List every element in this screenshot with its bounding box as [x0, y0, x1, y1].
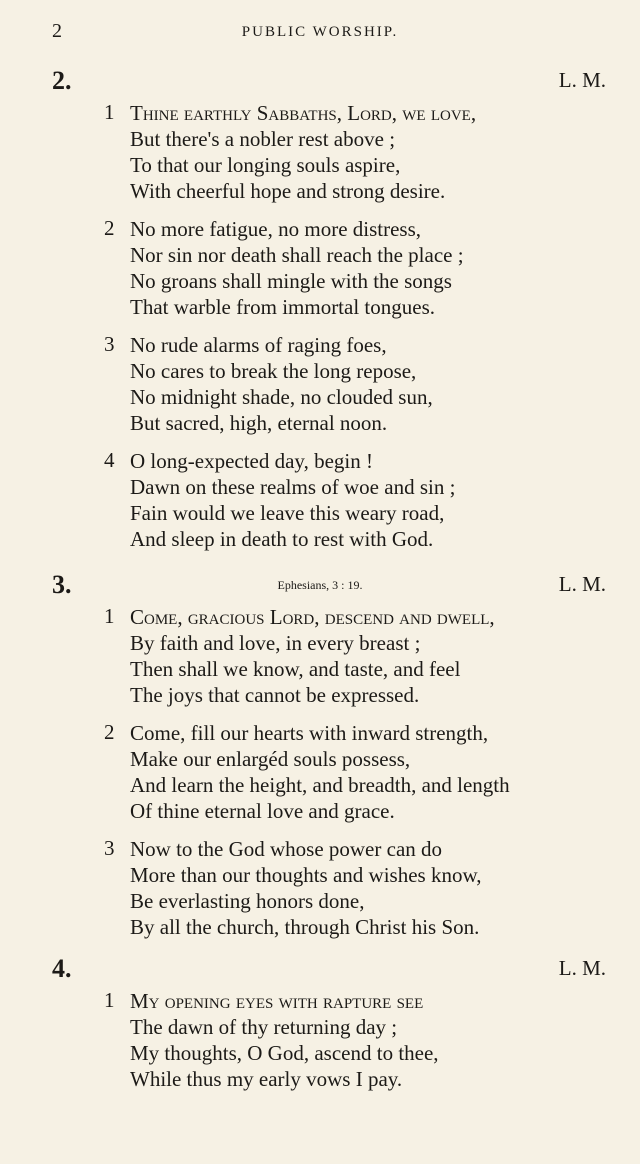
stanza-number: 1	[104, 604, 115, 628]
hymn-number: 2.	[52, 66, 72, 95]
stanza	[0, 448, 640, 552]
verse-line: But there's a nobler rest above ;	[130, 127, 396, 151]
hymn-2	[0, 66, 640, 564]
verse-line: Then shall we know, and taste, and feel	[130, 657, 461, 681]
verse-line: Make our enlargéd souls possess,	[130, 747, 411, 771]
stanza	[0, 332, 640, 436]
stanza	[0, 720, 640, 824]
hymn-number: 3.	[52, 570, 72, 599]
verse-line: Nor sin nor death shall reach the place ;	[130, 243, 464, 267]
verse-line: Come, fill our hearts with inward strength,	[130, 721, 489, 745]
verse-line: The joys that cannot be expressed.	[130, 683, 420, 707]
stanza-number: 2	[104, 720, 115, 744]
verse-line: No more fatigue, no more distress,	[130, 217, 422, 241]
verse-line: My opening eyes with rapture see	[130, 989, 424, 1013]
verse-line: By all the church, through Christ his Son.	[130, 915, 480, 939]
hymn-number: 4.	[52, 954, 72, 983]
verse-line: O long-expected day, begin !	[130, 449, 373, 473]
hymn-heading	[0, 954, 640, 988]
stanza-number: 3	[104, 836, 115, 860]
verse-line: Fain would we leave this weary road,	[130, 501, 445, 525]
verse-line: My thoughts, O God, ascend to thee,	[130, 1041, 439, 1065]
verse-line: No rude alarms of raging foes,	[130, 333, 387, 357]
verse-line: More than our thoughts and wishes know,	[130, 863, 482, 887]
verse-line: By faith and love, in every breast ;	[130, 631, 421, 655]
verse-line: Thine earthly Sabbaths, Lord, we love,	[130, 101, 477, 125]
hymn-meter: L. M.	[558, 68, 606, 92]
stanza-number: 1	[104, 100, 115, 124]
hymn-3	[0, 570, 640, 952]
hymn-meter: L. M.	[558, 572, 606, 596]
stanza-number: 2	[104, 216, 115, 240]
verse-line: But sacred, high, eternal noon.	[130, 411, 388, 435]
verse-line: While thus my early vows I pay.	[130, 1067, 403, 1091]
hymn-heading	[0, 66, 640, 100]
verse-line: Come, gracious Lord, descend and dwell,	[130, 605, 495, 629]
verse-line: With cheerful hope and strong desire.	[130, 179, 446, 203]
verse-line: Now to the God whose power can do	[130, 837, 443, 861]
verse-line: No midnight shade, no clouded sun,	[130, 385, 433, 409]
verse-line: To that our longing souls aspire,	[130, 153, 401, 177]
stanza	[0, 216, 640, 320]
running-head	[0, 20, 640, 46]
verse-line: And sleep in death to rest with God.	[130, 527, 434, 551]
page-number: 2	[52, 20, 62, 42]
verse-line: Dawn on these realms of woe and sin ;	[130, 475, 456, 499]
verse-line: No cares to break the long repose,	[130, 359, 417, 383]
header-title: PUBLIC WORSHIP.	[241, 24, 399, 40]
stanza-number: 1	[104, 988, 115, 1012]
stanza	[0, 604, 640, 708]
verse-line: Of thine eternal love and grace.	[130, 799, 395, 823]
verse-line: The dawn of thy returning day ;	[130, 1015, 398, 1039]
stanza-number: 3	[104, 332, 115, 356]
verse-line: No groans shall mingle with the songs	[130, 269, 452, 293]
stanza	[0, 836, 640, 940]
hymn-heading	[0, 570, 640, 604]
hymn-meter: L. M.	[558, 956, 606, 980]
scripture-reference: Ephesians, 3 : 19.	[277, 578, 363, 592]
verse-line: And learn the height, and breadth, and length	[130, 773, 510, 797]
hymn-4	[0, 954, 640, 1104]
stanza	[0, 988, 640, 1092]
verse-line: Be everlasting honors done,	[130, 889, 365, 913]
verse-line: That warble from immortal tongues.	[130, 295, 436, 319]
stanza-number: 4	[104, 448, 115, 472]
stanza	[0, 100, 640, 204]
